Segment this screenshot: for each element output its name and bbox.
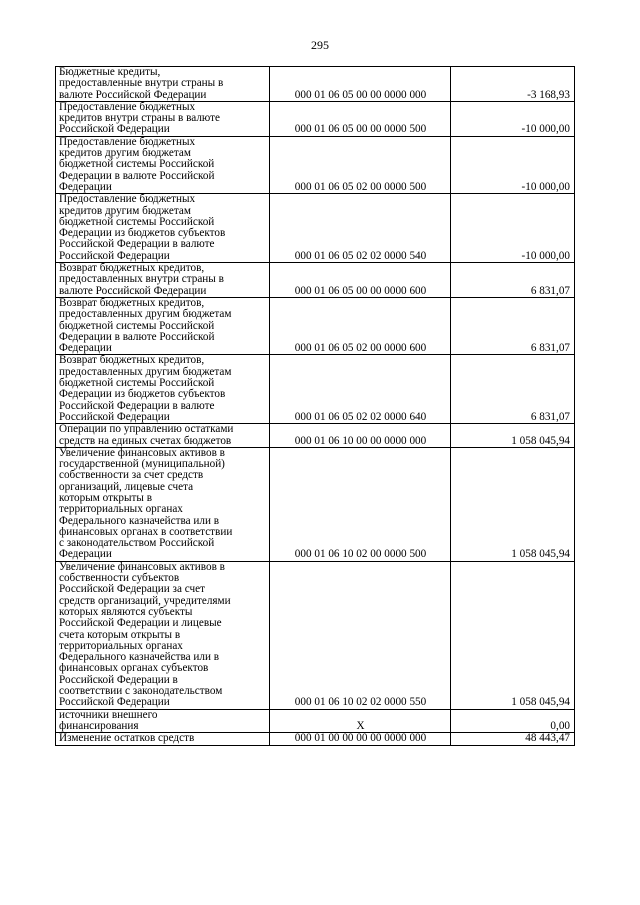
row-amount: 1 058 045,94 [451,424,575,448]
row-name-cell [56,67,270,102]
row-amount: 1 058 045,94 [451,447,575,561]
row-amount: 0,00 [451,709,575,733]
budget-table [55,66,575,746]
row-code: 000 01 06 05 02 02 0000 640 [270,355,451,424]
row-name-cell [56,355,270,424]
page-number: 295 [311,38,329,52]
row-amount: 6 831,07 [451,263,575,298]
row-name: Изменение остатков средств [59,732,195,745]
table-row [56,709,575,733]
row-code: 000 01 00 00 00 00 0000 000 [270,733,451,745]
row-name: Увеличение финансовых активов в собственности субъектов Российской Федерации за счет средств организаций, учредителями которых являются субъекты Российской Федерации и лицевые счета которым открыты в территориальных органах Федерального казначейства или в финансовых органах субъектов Российской Федерации в соответствии с законодательством Российской Федерации [59,560,231,709]
table-body [56,67,575,746]
row-name-cell [56,297,270,354]
row-name-cell [56,561,270,709]
row-name: Возврат бюджетных кредитов, предоставленных другим бюджетам бюджетной системы Российской Федерации в валюте Российской Федерации [59,296,232,355]
row-name: Увеличение финансовых активов в государственной (муниципальной) собственности за счет средств организаций, лицевые счета которым открыты в территориальных органах Федерального казначейства или в финансовых органах в соответствии с законодательством Российской Федерации [59,446,233,561]
row-code: 000 01 06 05 00 00 0000 500 [270,101,451,136]
row-amount: 6 831,07 [451,297,575,354]
row-code: 000 01 06 10 02 00 0000 500 [270,447,451,561]
table-row [56,424,575,448]
row-name: Предоставление бюджетных кредитов другим бюджетам бюджетной системы Российской Федерации в валюте Российской Федерации [59,135,215,193]
row-amount: -10 000,00 [451,194,575,263]
row-name-cell [56,709,270,733]
row-name: Предоставление бюджетных кредитов другим бюджетам бюджетной системы Российской Федерации из бюджетов субъектов Российской Федерации в валюте Российской Федерации [59,193,226,262]
row-code: 000 01 06 10 02 02 0000 550 [270,561,451,709]
row-amount: 48 443,47 [451,733,575,745]
table-row [56,561,575,709]
row-amount: -10 000,00 [451,136,575,193]
row-code: X [270,709,451,733]
row-name: Операции по управлению остатками средств на единых счетах бюджетов [59,423,234,447]
row-code: 000 01 06 05 00 00 0000 000 [270,67,451,102]
row-code: 000 01 06 05 02 00 0000 600 [270,297,451,354]
row-amount: -3 168,93 [451,67,575,102]
table-row [56,355,575,424]
table-row [56,101,575,136]
row-amount: -10 000,00 [451,101,575,136]
row-name-cell [56,263,270,298]
row-code: 000 01 06 05 00 00 0000 600 [270,263,451,298]
table-row [56,67,575,102]
row-name-cell [56,424,270,448]
row-code: 000 01 06 05 02 02 0000 540 [270,194,451,263]
row-name-cell [56,194,270,263]
row-name-cell [56,447,270,561]
table-row [56,447,575,561]
row-code: 000 01 06 10 00 00 0000 000 [270,424,451,448]
row-name: Возврат бюджетных кредитов, предоставленных другим бюджетам бюджетной системы Российской Федерации из бюджетов субъектов Российской Федерации в валюте Российской Федерации [59,354,232,423]
row-code: 000 01 06 05 02 00 0000 500 [270,136,451,193]
row-name-cell [56,136,270,193]
row-name-cell [56,101,270,136]
row-name: Бюджетные кредиты, предоставленные внутри страны в валюте Российской Федерации [59,66,224,101]
table-row [56,297,575,354]
row-amount: 1 058 045,94 [451,561,575,709]
table-row [56,194,575,263]
table-row [56,263,575,298]
row-name: Возврат бюджетных кредитов, предоставленных внутри страны в валюте Российской Федерации [59,262,224,297]
table-row [56,136,575,193]
row-name: Предоставление бюджетных кредитов внутри страны в валюте Российской Федерации [59,100,220,136]
row-amount: 6 831,07 [451,355,575,424]
table-row [56,733,575,745]
row-name-cell [56,733,270,745]
row-name: источники внешнего финансирования [59,708,158,732]
